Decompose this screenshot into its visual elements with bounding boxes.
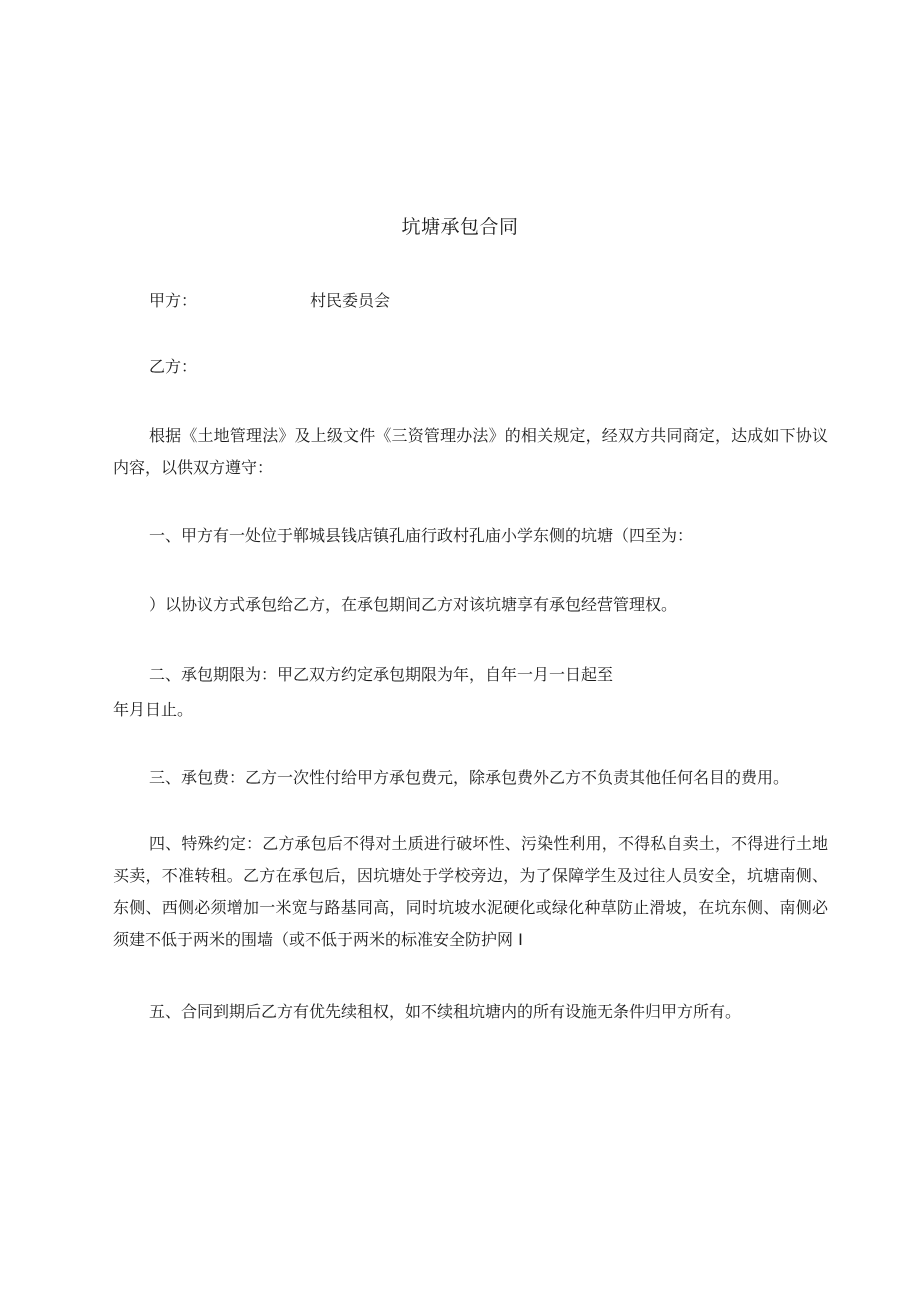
document-title: 坑塘承包合同 xyxy=(401,216,519,238)
clause-3-paragraph: 三、承包费：乙方一次性付给甲方承包费元，除承包费外乙方不负责其他任何名目的费用。 xyxy=(149,768,790,787)
clause-5-paragraph: 五、合同到期后乙方有优先续租权，如不续租坑塘内的所有设施无条件归甲方所有。 xyxy=(149,1002,742,1021)
clause-2-line-1: 二、承包期限为：甲乙双方约定承包期限为年，自年一月一日起至 xyxy=(149,665,614,684)
party-a-name: 村民委员会 xyxy=(310,291,391,310)
clause-1-line-2: ）以协议方式承包给乙方，在承包期间乙方对该坑塘享有承包经营管理权。 xyxy=(149,595,678,614)
party-a-label: 甲方： xyxy=(149,291,198,310)
clause-2-line-2: 年月日止。 xyxy=(113,700,194,719)
preamble-paragraph: 根据《土地管理法》及上级文件《三资管理办法》的相关规定，经双方共同商定，达成如下协议内容，以供双方遵守： xyxy=(113,426,828,477)
clause-4-paragraph: 四、特殊约定：乙方承包后不得对土质进行破坏性、污染性利用，不得私自卖土，不得进行土地买卖，不准转租。乙方在承包后，因坑塘处于学校旁边，为了保障学生及过往人员安全，坑塘南侧、东侧、西侧必须增加一米宽与路基同高，同时坑坡水泥硬化或绿化种草防止滑坡，在坑东侧、南侧必须建不低于两米的围墙（或不低于两米的标准安全防护网 I xyxy=(113,834,828,949)
clause-1-line-1: 一、甲方有一处位于郸城县钱店镇孔庙行政村孔庙小学东侧的坑塘（四至为： xyxy=(149,526,694,545)
party-b-label: 乙方： xyxy=(149,357,198,376)
